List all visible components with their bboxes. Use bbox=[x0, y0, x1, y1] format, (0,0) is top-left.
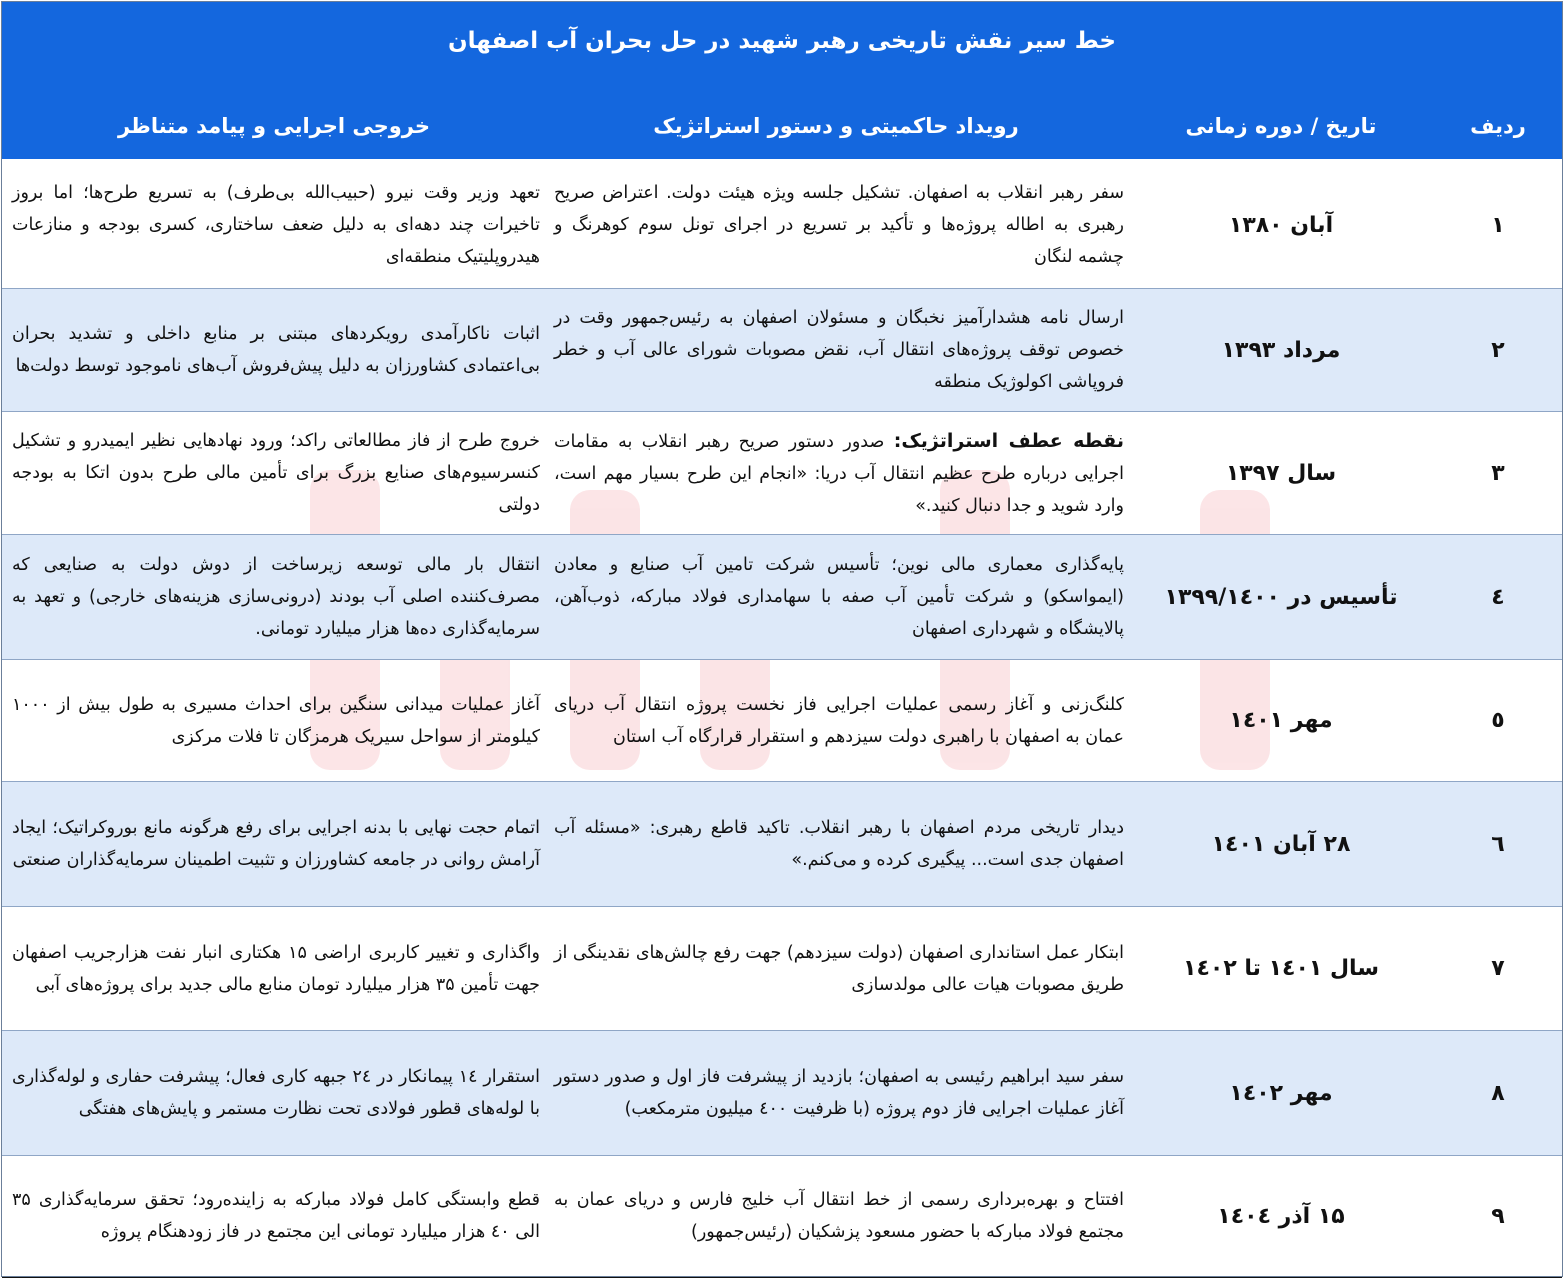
row-event: پایه‌گذاری معماری مالی نوین؛ تأسیس شرکت تامین آب صنایع و معادن (ایمواسکو) و شرکت تأمین آب صفه با سهامداری فولاد مبارکه، ذوب‌آهن، پالایشگاه و شهرداری اصفهان bbox=[554, 555, 1124, 639]
table-row bbox=[2, 1156, 1562, 1276]
table-row bbox=[2, 907, 1562, 1030]
row-date: مرداد ۱۳۹۳ bbox=[1221, 337, 1341, 363]
row-number: ۸ bbox=[1491, 1080, 1505, 1106]
row-number: ۹ bbox=[1491, 1203, 1505, 1229]
row-outcome: انتقال بار مالی توسعه زیرساخت از دوش دولت به صنایعی که مصرف‌کننده اصلی آب بودند (درونی‌سازی هزینه‌های خارجی) و تعهد به سرمایه‌گذاری ده‌ها هزار میلیارد تومانی. bbox=[12, 555, 540, 639]
row-date: سال ۱۳۹۷ bbox=[1225, 460, 1337, 486]
table-row bbox=[2, 412, 1562, 534]
row-event: نقطه عطف استراتژیک: صدور دستور صریح رهبر انقلاب به مقامات اجرایی درباره طرح عظیم انتقال آب دریا: «انجام این طرح بسیار مهم است، وارد شوید و جدا دنبال کنید.» bbox=[554, 429, 1124, 516]
row-number: ۷ bbox=[1491, 956, 1505, 981]
table-row bbox=[2, 535, 1562, 659]
row-outcome: آغاز عملیات میدانی سنگین برای احداث مسیری به طول بیش از ۱۰۰۰ کیلومتر از سواحل سیریک هرمزگان تا فلات مرکزی bbox=[12, 694, 540, 747]
row-outcome: اتمام حجت نهایی با بدنه اجرایی برای رفع هرگونه مانع بوروکراتیک؛ ایجاد آرامش روانی در جامعه کشاورزان و تثبیت اطمینان سرمایه‌گذاران صنعتی bbox=[12, 818, 540, 870]
table-row bbox=[2, 1031, 1562, 1155]
row-outcome: اثبات ناکارآمدی رویکردهای مبتنی بر منابع داخلی و تشدید بحران بی‌اعتمادی کشاورزان به دلیل پیش‌فروش آب‌های ناموجود توسط دولت‌ها bbox=[12, 324, 540, 376]
row-event: سفر رهبر انقلاب به اصفهان. تشکیل جلسه ویژه هیئت دولت. اعتراض صریح رهبری به اطاله پروژه‌ها و تأکید بر تسریع در اجرای تونل سوم کوهرنگ و چشمه لنگان bbox=[554, 183, 1124, 267]
table-bottom-border bbox=[2, 1276, 1562, 1278]
table-title: خط سیر نقش تاریخی رهبر شهید در حل بحران آب اصفهان bbox=[448, 28, 1116, 54]
row-event: کلنگ‌زنی و آغاز رسمی عملیات اجرایی فاز نخست پروژه انتقال آب دریای عمان به اصفهان با راهبری دولت سیزدهم و استقرار قرارگاه آب استان bbox=[554, 694, 1124, 747]
table-row bbox=[2, 660, 1562, 781]
row-number: ۳ bbox=[1491, 460, 1505, 486]
row-outcome: تعهد وزیر وقت نیرو (حبیب‌الله بی‌طرف) به تسریع طرح‌ها؛ اما بروز تاخیرات چند دهه‌ای به دلیل ضعف ساختاری، کسری بودجه و منازعات هیدروپلیتیک منطقه‌ای bbox=[12, 183, 540, 267]
row-date: مهر ۱٤۰۲ bbox=[1229, 1080, 1333, 1106]
col-header-date: تاریخ / دوره زمانی bbox=[1185, 114, 1377, 138]
row-outcome: واگذاری و تغییر کاربری اراضی ۱۵ هکتاری انبار نفت هزارجریب اصفهان جهت تأمین ۳۵ هزار میلیارد تومان منابع مالی جدید برای پروژه‌های آبی bbox=[12, 942, 540, 995]
col-header-outcome: خروجی اجرایی و پیامد متناظر bbox=[117, 114, 430, 138]
table-row bbox=[2, 162, 1562, 288]
col-header-num: ردیف bbox=[1470, 114, 1526, 138]
row-date: ۱۵ آذر ۱٤۰٤ bbox=[1217, 1203, 1345, 1229]
row-date: مهر ۱٤۰۱ bbox=[1229, 708, 1333, 733]
row-outcome: قطع وابستگی کامل فولاد مبارکه به زاینده‌رود؛ تحقق سرمایه‌گذاری ۳۵ الی ٤۰ هزار میلیارد تومانی این مجتمع در فاز زودهنگام پروژه bbox=[12, 1190, 540, 1242]
row-date: سال ۱٤۰۱ تا ۱٤۰۲ bbox=[1183, 956, 1379, 981]
row-number: ٤ bbox=[1491, 584, 1505, 610]
strategic-turning-point-label: نقطه عطف استراتژیک: bbox=[893, 429, 1124, 452]
row-date: تأسیس در ۱۳۹۹/۱٤۰۰ bbox=[1164, 584, 1398, 610]
row-outcome: خروج طرح از فاز مطالعاتی راکد؛ ورود نهادهایی نظیر ایمیدرو و تشکیل کنسرسیوم‌های صنایع بزرگ برای تأمین مالی طرح بدون اتکا به بودجه دولتی bbox=[12, 431, 540, 515]
row-number: ٦ bbox=[1491, 831, 1505, 857]
row-outcome: استقرار ۱٤ پیمانکار در ۲٤ جبهه کاری فعال؛ پیشرفت حفاری و لوله‌گذاری با لوله‌های قطور فولادی تحت نظارت مستمر و پایش‌های هفتگی bbox=[12, 1067, 540, 1119]
table-row bbox=[2, 782, 1562, 906]
col-header-event: رویداد حاکمیتی و دستور استراتژیک bbox=[653, 114, 1019, 138]
row-number: ٥ bbox=[1491, 708, 1505, 733]
row-event: ارسال نامه هشدارآمیز نخبگان و مسئولان اصفهان به رئیس‌جمهور وقت در خصوص توقف پروژه‌های انتقال آب، نقض مصوبات شورای عالی آب و خطر فروپاشی اکولوژیک منطقه bbox=[554, 308, 1124, 392]
row-date: ۲۸ آبان ۱٤۰۱ bbox=[1211, 831, 1351, 857]
table-header bbox=[2, 2, 1562, 159]
row-event: سفر سید ابراهیم رئیسی به اصفهان؛ بازدید از پیشرفت فاز اول و صدور دستور آغاز عملیات اجرایی فاز دوم پروژه (با ظرفیت ٤۰۰ میلیون مترمکعب) bbox=[554, 1067, 1124, 1119]
row-event: ابتکار عمل استانداری اصفهان (دولت سیزدهم) جهت رفع چالش‌های نقدینگی از طریق مصوبات هیات عالی مولدسازی bbox=[554, 942, 1124, 995]
row-event: افتتاح و بهره‌برداری رسمی از خط انتقال آب خلیج فارس و دریای عمان به مجتمع فولاد مبارکه با حضور مسعود پزشکیان (رئیس‌جمهور) bbox=[554, 1190, 1124, 1242]
row-number: ۲ bbox=[1491, 337, 1505, 363]
row-date: آبان ۱۳۸۰ bbox=[1228, 212, 1334, 238]
row-number: ۱ bbox=[1491, 212, 1505, 238]
table-row bbox=[2, 289, 1562, 411]
row-event: دیدار تاریخی مردم اصفهان با رهبر انقلاب. تاکید قاطع رهبری: «مسئله آب اصفهان جدی است... پیگیری کرده و می‌کنم.» bbox=[554, 818, 1124, 870]
